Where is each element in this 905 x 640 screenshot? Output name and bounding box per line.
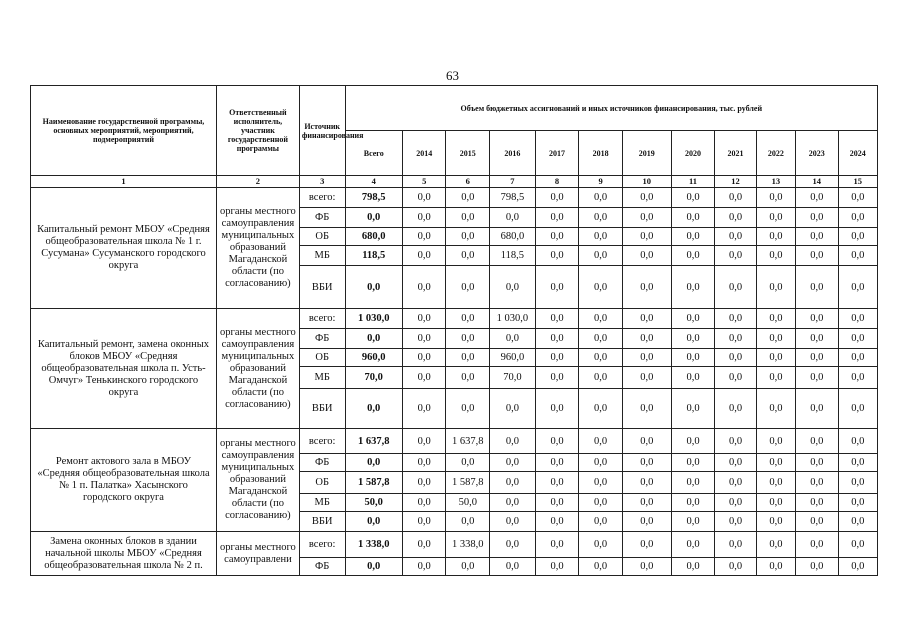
budget-table bbox=[30, 85, 878, 576]
year-value: 0,0 bbox=[402, 349, 446, 367]
year-value: 0,0 bbox=[490, 389, 536, 429]
year-value: 0,0 bbox=[402, 367, 446, 389]
year-value: 0,0 bbox=[622, 494, 671, 512]
year-value: 0,0 bbox=[756, 266, 795, 309]
year-value: 0,0 bbox=[579, 454, 623, 472]
year-value: 0,0 bbox=[671, 309, 715, 329]
year-value: 0,0 bbox=[446, 558, 490, 576]
funding-source: ФБ bbox=[299, 208, 345, 228]
year-value: 0,0 bbox=[446, 512, 490, 532]
column-index-cell: 3 bbox=[299, 176, 345, 188]
year-value: 0,0 bbox=[756, 228, 795, 246]
funding-source: МБ bbox=[299, 367, 345, 389]
year-value: 0,0 bbox=[535, 429, 579, 454]
year-value: 0,0 bbox=[622, 329, 671, 349]
total-value: 1 587,8 bbox=[345, 472, 402, 494]
year-value: 0,0 bbox=[622, 472, 671, 494]
year-value: 0,0 bbox=[535, 389, 579, 429]
column-index-cell: 14 bbox=[796, 176, 839, 188]
header-year: 2024 bbox=[838, 131, 877, 176]
column-index-row bbox=[31, 176, 878, 188]
header-name: Наименование государственной программы, основных мероприятий, мероприятий, подмероприятий bbox=[31, 86, 217, 176]
column-index-cell: 15 bbox=[838, 176, 877, 188]
year-value: 0,0 bbox=[796, 188, 839, 208]
year-value: 0,0 bbox=[579, 367, 623, 389]
funding-source: всего: bbox=[299, 188, 345, 208]
page-number: 63 bbox=[446, 68, 459, 83]
funding-source: ФБ bbox=[299, 454, 345, 472]
year-value: 0,0 bbox=[671, 512, 715, 532]
funding-source: ОБ bbox=[299, 349, 345, 367]
year-value: 0,0 bbox=[715, 494, 756, 512]
column-index-cell: 13 bbox=[756, 176, 795, 188]
year-value: 0,0 bbox=[579, 389, 623, 429]
measure-name: Капитальный ремонт МБОУ «Средняя общеобразовательная школа № 1 г. Сусумана» Сусуманского городского округа bbox=[31, 188, 217, 309]
executor: органы местного самоуправлени bbox=[216, 532, 299, 576]
year-value: 0,0 bbox=[796, 454, 839, 472]
year-value: 0,0 bbox=[446, 228, 490, 246]
year-value: 0,0 bbox=[671, 494, 715, 512]
year-value: 0,0 bbox=[402, 532, 446, 558]
year-value: 0,0 bbox=[671, 266, 715, 309]
year-value: 0,0 bbox=[756, 512, 795, 532]
year-value: 0,0 bbox=[671, 472, 715, 494]
year-value: 0,0 bbox=[796, 472, 839, 494]
year-value: 0,0 bbox=[796, 389, 839, 429]
year-value: 0,0 bbox=[715, 429, 756, 454]
column-index-cell: 10 bbox=[622, 176, 671, 188]
year-value: 0,0 bbox=[756, 329, 795, 349]
year-value: 0,0 bbox=[535, 472, 579, 494]
year-value: 0,0 bbox=[579, 472, 623, 494]
year-value: 0,0 bbox=[838, 532, 877, 558]
year-value: 0,0 bbox=[446, 309, 490, 329]
year-value: 0,0 bbox=[796, 512, 839, 532]
year-value: 0,0 bbox=[796, 329, 839, 349]
total-value: 0,0 bbox=[345, 558, 402, 576]
year-value: 0,0 bbox=[838, 266, 877, 309]
header-year: 2023 bbox=[796, 131, 839, 176]
year-value: 0,0 bbox=[622, 188, 671, 208]
year-value: 0,0 bbox=[838, 309, 877, 329]
year-value: 0,0 bbox=[838, 367, 877, 389]
year-value: 0,0 bbox=[579, 512, 623, 532]
year-value: 0,0 bbox=[535, 532, 579, 558]
funding-source: ВБИ bbox=[299, 266, 345, 309]
measure-name: Ремонт актового зала в МБОУ «Средняя общеобразовательная школа № 1 п. Палатка» Хасынского городского округа bbox=[31, 429, 217, 532]
year-value: 0,0 bbox=[622, 454, 671, 472]
year-value: 0,0 bbox=[838, 228, 877, 246]
year-value: 0,0 bbox=[402, 429, 446, 454]
year-value: 0,0 bbox=[535, 309, 579, 329]
year-value: 0,0 bbox=[402, 454, 446, 472]
year-value: 0,0 bbox=[535, 454, 579, 472]
funding-source: всего: bbox=[299, 309, 345, 329]
column-index-cell: 1 bbox=[31, 176, 217, 188]
funding-source: МБ bbox=[299, 246, 345, 266]
year-value: 0,0 bbox=[838, 389, 877, 429]
year-value: 0,0 bbox=[756, 349, 795, 367]
year-value: 0,0 bbox=[756, 429, 795, 454]
year-value: 0,0 bbox=[579, 558, 623, 576]
year-value: 0,0 bbox=[490, 558, 536, 576]
year-value: 1 637,8 bbox=[446, 429, 490, 454]
year-value: 0,0 bbox=[402, 494, 446, 512]
measure-name: Капитальный ремонт, замена оконных блоков МБОУ «Средняя общеобразовательная школа п. Усть-Омчуг» Тенькинского городского округа bbox=[31, 309, 217, 429]
year-value: 0,0 bbox=[579, 349, 623, 367]
year-value: 0,0 bbox=[796, 246, 839, 266]
total-value: 0,0 bbox=[345, 512, 402, 532]
funding-source: ФБ bbox=[299, 558, 345, 576]
year-value: 0,0 bbox=[446, 329, 490, 349]
year-value: 0,0 bbox=[622, 429, 671, 454]
year-value: 0,0 bbox=[402, 512, 446, 532]
year-value: 0,0 bbox=[756, 454, 795, 472]
table-row bbox=[31, 188, 878, 208]
year-value: 0,0 bbox=[579, 266, 623, 309]
year-value: 0,0 bbox=[579, 246, 623, 266]
year-value: 0,0 bbox=[756, 188, 795, 208]
year-value: 0,0 bbox=[446, 389, 490, 429]
year-value: 0,0 bbox=[715, 228, 756, 246]
column-index-cell: 6 bbox=[446, 176, 490, 188]
year-value: 0,0 bbox=[756, 246, 795, 266]
year-value: 0,0 bbox=[535, 367, 579, 389]
year-value: 0,0 bbox=[796, 532, 839, 558]
year-value: 0,0 bbox=[535, 188, 579, 208]
year-value: 0,0 bbox=[535, 494, 579, 512]
year-value: 0,0 bbox=[671, 429, 715, 454]
year-value: 0,0 bbox=[796, 208, 839, 228]
year-value: 0,0 bbox=[490, 329, 536, 349]
year-value: 0,0 bbox=[756, 532, 795, 558]
year-value: 0,0 bbox=[838, 454, 877, 472]
year-value: 0,0 bbox=[446, 367, 490, 389]
total-value: 680,0 bbox=[345, 228, 402, 246]
year-value: 0,0 bbox=[838, 512, 877, 532]
year-value: 960,0 bbox=[490, 349, 536, 367]
year-value: 0,0 bbox=[756, 389, 795, 429]
year-value: 0,0 bbox=[402, 208, 446, 228]
year-value: 0,0 bbox=[838, 494, 877, 512]
year-value: 0,0 bbox=[535, 266, 579, 309]
year-value: 0,0 bbox=[671, 454, 715, 472]
year-value: 0,0 bbox=[715, 454, 756, 472]
funding-source: всего: bbox=[299, 532, 345, 558]
year-value: 0,0 bbox=[446, 349, 490, 367]
year-value: 0,0 bbox=[622, 532, 671, 558]
year-value: 0,0 bbox=[838, 208, 877, 228]
year-value: 0,0 bbox=[796, 494, 839, 512]
total-value: 0,0 bbox=[345, 329, 402, 349]
header-year: 2016 bbox=[490, 131, 536, 176]
total-value: 798,5 bbox=[345, 188, 402, 208]
year-value: 0,0 bbox=[838, 246, 877, 266]
year-value: 0,0 bbox=[796, 266, 839, 309]
funding-source: ОБ bbox=[299, 228, 345, 246]
year-value: 0,0 bbox=[446, 208, 490, 228]
table-row bbox=[31, 532, 878, 558]
year-value: 0,0 bbox=[756, 558, 795, 576]
year-value: 0,0 bbox=[490, 512, 536, 532]
year-value: 1 030,0 bbox=[490, 309, 536, 329]
year-value: 0,0 bbox=[535, 512, 579, 532]
year-value: 0,0 bbox=[579, 188, 623, 208]
year-value: 0,0 bbox=[622, 309, 671, 329]
total-value: 960,0 bbox=[345, 349, 402, 367]
header-year: 2015 bbox=[446, 131, 490, 176]
column-index-cell: 5 bbox=[402, 176, 446, 188]
year-value: 0,0 bbox=[490, 472, 536, 494]
year-value: 0,0 bbox=[715, 266, 756, 309]
year-value: 0,0 bbox=[715, 367, 756, 389]
year-value: 0,0 bbox=[402, 558, 446, 576]
table-row bbox=[31, 309, 878, 329]
funding-source: всего: bbox=[299, 429, 345, 454]
year-value: 118,5 bbox=[490, 246, 536, 266]
year-value: 0,0 bbox=[756, 208, 795, 228]
year-value: 0,0 bbox=[756, 472, 795, 494]
year-value: 0,0 bbox=[579, 228, 623, 246]
year-value: 0,0 bbox=[796, 429, 839, 454]
year-value: 0,0 bbox=[622, 228, 671, 246]
funding-source: МБ bbox=[299, 494, 345, 512]
year-value: 0,0 bbox=[490, 532, 536, 558]
year-value: 0,0 bbox=[579, 429, 623, 454]
year-value: 0,0 bbox=[402, 329, 446, 349]
year-value: 1 338,0 bbox=[446, 532, 490, 558]
total-value: 1 637,8 bbox=[345, 429, 402, 454]
year-value: 0,0 bbox=[671, 228, 715, 246]
year-value: 0,0 bbox=[671, 188, 715, 208]
year-value: 0,0 bbox=[490, 208, 536, 228]
year-value: 0,0 bbox=[402, 389, 446, 429]
year-value: 0,0 bbox=[579, 309, 623, 329]
year-value: 0,0 bbox=[579, 532, 623, 558]
year-value: 0,0 bbox=[715, 208, 756, 228]
year-value: 0,0 bbox=[671, 208, 715, 228]
year-value: 0,0 bbox=[535, 349, 579, 367]
year-value: 0,0 bbox=[671, 389, 715, 429]
total-value: 0,0 bbox=[345, 208, 402, 228]
year-value: 0,0 bbox=[535, 228, 579, 246]
year-value: 798,5 bbox=[490, 188, 536, 208]
total-value: 1 030,0 bbox=[345, 309, 402, 329]
year-value: 0,0 bbox=[490, 494, 536, 512]
year-value: 0,0 bbox=[671, 367, 715, 389]
year-value: 0,0 bbox=[402, 266, 446, 309]
year-value: 0,0 bbox=[671, 532, 715, 558]
header-source: Источник финансирования bbox=[299, 86, 345, 176]
executor: органы местного самоуправления муниципальных образований Магаданской области (по согласованию) bbox=[216, 429, 299, 532]
header-total: Всего bbox=[345, 131, 402, 176]
year-value: 0,0 bbox=[715, 309, 756, 329]
year-value: 680,0 bbox=[490, 228, 536, 246]
year-value: 0,0 bbox=[535, 329, 579, 349]
year-value: 0,0 bbox=[490, 266, 536, 309]
total-value: 0,0 bbox=[345, 389, 402, 429]
column-index-cell: 2 bbox=[216, 176, 299, 188]
year-value: 50,0 bbox=[446, 494, 490, 512]
year-value: 0,0 bbox=[838, 329, 877, 349]
year-value: 0,0 bbox=[622, 367, 671, 389]
year-value: 0,0 bbox=[402, 309, 446, 329]
year-value: 0,0 bbox=[796, 228, 839, 246]
year-value: 0,0 bbox=[490, 429, 536, 454]
year-value: 0,0 bbox=[622, 558, 671, 576]
measure-name: Замена оконных блоков в здании начальной школы МБОУ «Средняя общеобразовательная школа № 2 п. bbox=[31, 532, 217, 576]
header-year: 2014 bbox=[402, 131, 446, 176]
total-value: 118,5 bbox=[345, 246, 402, 266]
year-value: 0,0 bbox=[715, 532, 756, 558]
year-value: 0,0 bbox=[402, 472, 446, 494]
year-value: 0,0 bbox=[446, 266, 490, 309]
year-value: 0,0 bbox=[622, 389, 671, 429]
year-value: 0,0 bbox=[756, 309, 795, 329]
total-value: 0,0 bbox=[345, 454, 402, 472]
year-value: 0,0 bbox=[715, 188, 756, 208]
year-value: 0,0 bbox=[796, 367, 839, 389]
year-value: 0,0 bbox=[490, 454, 536, 472]
year-value: 70,0 bbox=[490, 367, 536, 389]
year-value: 0,0 bbox=[796, 349, 839, 367]
header-year: 2022 bbox=[756, 131, 795, 176]
column-index-cell: 4 bbox=[345, 176, 402, 188]
header-year: 2021 bbox=[715, 131, 756, 176]
year-value: 0,0 bbox=[402, 188, 446, 208]
header-year: 2017 bbox=[535, 131, 579, 176]
year-value: 0,0 bbox=[622, 208, 671, 228]
year-value: 0,0 bbox=[622, 266, 671, 309]
funding-source: ВБИ bbox=[299, 389, 345, 429]
column-index-cell: 12 bbox=[715, 176, 756, 188]
year-value: 0,0 bbox=[715, 389, 756, 429]
year-value: 0,0 bbox=[756, 494, 795, 512]
year-value: 0,0 bbox=[622, 246, 671, 266]
year-value: 0,0 bbox=[622, 349, 671, 367]
year-value: 0,0 bbox=[402, 228, 446, 246]
column-index-cell: 8 bbox=[535, 176, 579, 188]
year-value: 0,0 bbox=[838, 472, 877, 494]
year-value: 0,0 bbox=[671, 329, 715, 349]
year-value: 0,0 bbox=[579, 208, 623, 228]
column-index-cell: 7 bbox=[490, 176, 536, 188]
header-year: 2019 bbox=[622, 131, 671, 176]
year-value: 0,0 bbox=[715, 329, 756, 349]
year-value: 0,0 bbox=[796, 309, 839, 329]
year-value: 0,0 bbox=[796, 558, 839, 576]
funding-source: ОБ bbox=[299, 472, 345, 494]
year-value: 0,0 bbox=[446, 188, 490, 208]
year-value: 0,0 bbox=[838, 349, 877, 367]
executor: органы местного самоуправления муниципальных образований Магаданской области (по согласованию) bbox=[216, 188, 299, 309]
year-value: 0,0 bbox=[715, 558, 756, 576]
header-funding: Объем бюджетных ассигнований и иных источников финансирования, тыс. рублей bbox=[345, 86, 877, 131]
funding-source: ВБИ bbox=[299, 512, 345, 532]
year-value: 0,0 bbox=[446, 246, 490, 266]
year-value: 0,0 bbox=[579, 329, 623, 349]
year-value: 1 587,8 bbox=[446, 472, 490, 494]
year-value: 0,0 bbox=[671, 349, 715, 367]
year-value: 0,0 bbox=[715, 349, 756, 367]
budget-table-container bbox=[30, 85, 878, 576]
header-executor: Ответственный исполнитель, участник государственной программы bbox=[216, 86, 299, 176]
table-row bbox=[31, 429, 878, 454]
header-year: 2018 bbox=[579, 131, 623, 176]
total-value: 70,0 bbox=[345, 367, 402, 389]
column-index-cell: 9 bbox=[579, 176, 623, 188]
year-value: 0,0 bbox=[715, 246, 756, 266]
year-value: 0,0 bbox=[671, 558, 715, 576]
year-value: 0,0 bbox=[579, 494, 623, 512]
year-value: 0,0 bbox=[535, 246, 579, 266]
header-year: 2020 bbox=[671, 131, 715, 176]
year-value: 0,0 bbox=[671, 246, 715, 266]
column-index-cell: 11 bbox=[671, 176, 715, 188]
year-value: 0,0 bbox=[838, 188, 877, 208]
total-value: 1 338,0 bbox=[345, 532, 402, 558]
year-value: 0,0 bbox=[622, 512, 671, 532]
total-value: 50,0 bbox=[345, 494, 402, 512]
year-value: 0,0 bbox=[535, 558, 579, 576]
year-value: 0,0 bbox=[715, 472, 756, 494]
year-value: 0,0 bbox=[402, 246, 446, 266]
year-value: 0,0 bbox=[838, 558, 877, 576]
funding-source: ФБ bbox=[299, 329, 345, 349]
year-value: 0,0 bbox=[446, 454, 490, 472]
year-value: 0,0 bbox=[715, 512, 756, 532]
total-value: 0,0 bbox=[345, 266, 402, 309]
year-value: 0,0 bbox=[838, 429, 877, 454]
executor: органы местного самоуправления муниципальных образований Магаданской области (по согласованию) bbox=[216, 309, 299, 429]
year-value: 0,0 bbox=[756, 367, 795, 389]
year-value: 0,0 bbox=[535, 208, 579, 228]
